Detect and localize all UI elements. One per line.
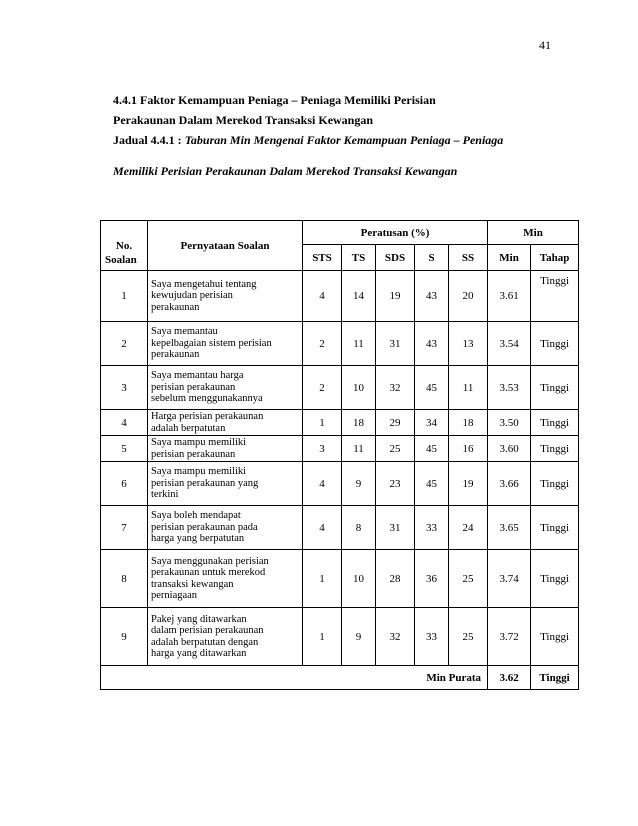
cell-min: 3.72 — [488, 608, 531, 666]
cell-ts: 11 — [342, 322, 376, 366]
caption-title-line-1: Taburan Min Mengenai Faktor Kemampuan Peniaga – Peniaga — [184, 133, 504, 147]
caption-label: Jadual 4.4.1 : — [113, 133, 182, 147]
statement-line: kewujudan perisian — [151, 290, 233, 302]
row-statement — [148, 366, 303, 410]
table-row — [101, 550, 579, 608]
row-statement — [148, 271, 303, 322]
cell-min: 3.60 — [488, 436, 531, 462]
cell-tahap: Tinggi — [531, 506, 579, 550]
cell-s: 43 — [415, 322, 449, 366]
cell-min: 3.66 — [488, 462, 531, 506]
cell-ss: 25 — [449, 550, 488, 608]
cell-ss: 25 — [449, 608, 488, 666]
header-no-label: No. — [115, 239, 133, 252]
cell-sts: 2 — [303, 322, 342, 366]
cell-s: 45 — [415, 436, 449, 462]
row-statement — [148, 410, 303, 436]
cell-s: 43 — [415, 271, 449, 322]
cell-sts: 4 — [303, 271, 342, 322]
statement-line: Saya menggunakan perisian — [151, 555, 269, 567]
cell-ts: 11 — [342, 436, 376, 462]
statement-line: harga yang ditawarkan — [151, 648, 247, 659]
cell-tahap: Tinggi — [531, 462, 579, 506]
cell-sds: 31 — [376, 506, 415, 550]
cell-min: 3.53 — [488, 366, 531, 410]
row-statement — [148, 436, 303, 462]
statement-line: Saya mengetahui tentang — [151, 278, 257, 290]
statement-line: terkini — [151, 489, 179, 501]
table-row — [101, 506, 579, 550]
cell-s: 33 — [415, 506, 449, 550]
cell-min: 3.65 — [488, 506, 531, 550]
cell-tahap: Tinggi — [531, 436, 579, 462]
row-statement — [148, 550, 303, 608]
header-min-group: Min — [488, 221, 579, 245]
cell-s: 45 — [415, 462, 449, 506]
cell-sts: 1 — [303, 410, 342, 436]
cell-s: 45 — [415, 366, 449, 410]
row-statement — [148, 462, 303, 506]
header-soalan-label: Soalan — [105, 254, 137, 266]
data-table — [100, 220, 579, 690]
table-footer-row — [101, 666, 579, 690]
cell-tahap: Tinggi — [531, 322, 579, 366]
statement-line: perisian perakaunan yang — [151, 477, 259, 489]
table-body — [101, 271, 579, 690]
statement-line: Saya mampu memiliki — [151, 466, 247, 478]
cell-ts: 9 — [342, 462, 376, 506]
footer-min-purata-label: Min Purata — [101, 666, 488, 690]
cell-ss: 11 — [449, 366, 488, 410]
footer-tahap-value: Tinggi — [531, 666, 579, 690]
cell-sts: 4 — [303, 506, 342, 550]
cell-ss: 19 — [449, 462, 488, 506]
statement-line: dalam perisian perakaunan — [151, 625, 264, 636]
cell-sds: 29 — [376, 410, 415, 436]
cell-sts: 2 — [303, 366, 342, 410]
cell-s: 33 — [415, 608, 449, 666]
statement-line: transaksi kewangan — [151, 578, 234, 590]
table-caption — [113, 131, 503, 181]
cell-sds: 28 — [376, 550, 415, 608]
header-pernyataan: Pernyataan Soalan — [148, 221, 303, 271]
cell-tahap: Tinggi — [531, 608, 579, 666]
statement-line: perakaunan — [151, 301, 200, 313]
cell-ss: 16 — [449, 436, 488, 462]
cell-sds: 32 — [376, 366, 415, 410]
cell-tahap: Tinggi — [531, 550, 579, 608]
cell-sts: 3 — [303, 436, 342, 462]
header-no — [101, 221, 148, 271]
header-min: Min — [488, 245, 531, 271]
table-row — [101, 410, 579, 436]
cell-sds: 19 — [376, 271, 415, 322]
statement-line: adalah berpatutan — [151, 422, 226, 434]
cell-sts: 1 — [303, 550, 342, 608]
row-no: 1 — [101, 271, 148, 322]
row-no: 9 — [101, 608, 148, 666]
statement-line: Saya memantau harga — [151, 370, 244, 382]
cell-tahap: Tinggi — [531, 366, 579, 410]
statement-line: kepelbagaian sistem perisian — [151, 337, 272, 349]
cell-s: 36 — [415, 550, 449, 608]
header-sts: STS — [303, 245, 342, 271]
header-tahap: Tahap — [531, 245, 579, 271]
statement-line: perniagaan — [151, 590, 198, 601]
statement-line: perakaunan untuk merekod — [151, 567, 266, 578]
row-statement — [148, 322, 303, 366]
section-heading — [113, 90, 436, 130]
cell-sds: 25 — [376, 436, 415, 462]
cell-sds: 23 — [376, 462, 415, 506]
statement-line: Saya memantau — [151, 326, 218, 338]
table-row — [101, 462, 579, 506]
section-heading-line-1: 4.4.1 Faktor Kemampuan Peniaga – Peniaga Memiliki Perisian — [113, 93, 436, 107]
table-row — [101, 436, 579, 462]
cell-ss: 13 — [449, 322, 488, 366]
header-peratusan: Peratusan (%) — [303, 221, 488, 245]
row-statement — [148, 506, 303, 550]
statement-line: perisian perakaunan — [151, 448, 236, 460]
statement-line: perakaunan — [151, 349, 200, 361]
cell-tahap: Tinggi — [531, 271, 579, 322]
section-heading-line-2: Perakaunan Dalam Merekod Transaksi Kewangan — [113, 113, 374, 127]
statement-line: harga yang berpatutan — [151, 533, 245, 545]
header-sds: SDS — [376, 245, 415, 271]
row-no: 3 — [101, 366, 148, 410]
row-statement — [148, 608, 303, 666]
cell-min: 3.54 — [488, 322, 531, 366]
cell-ss: 24 — [449, 506, 488, 550]
cell-ts: 8 — [342, 506, 376, 550]
row-no: 7 — [101, 506, 148, 550]
table-row — [101, 271, 579, 322]
header-s: S — [415, 245, 449, 271]
statement-line: adalah berpatutan dengan — [151, 636, 259, 648]
header-ss: SS — [449, 245, 488, 271]
statement-line: Saya mampu memiliki — [151, 437, 247, 448]
statement-line: Pakej yang ditawarkan — [151, 613, 247, 625]
table-header — [101, 221, 579, 271]
row-no: 6 — [101, 462, 148, 506]
statement-line: Harga perisian perakaunan — [151, 411, 264, 422]
cell-ts: 18 — [342, 410, 376, 436]
row-no: 4 — [101, 410, 148, 436]
cell-ts: 10 — [342, 366, 376, 410]
cell-min: 3.74 — [488, 550, 531, 608]
cell-sds: 31 — [376, 322, 415, 366]
cell-sts: 4 — [303, 462, 342, 506]
cell-ts: 14 — [342, 271, 376, 322]
statement-line: perisian perakaunan pada — [151, 521, 258, 533]
cell-ts: 10 — [342, 550, 376, 608]
header-ts: TS — [342, 245, 376, 271]
table-row — [101, 366, 579, 410]
cell-s: 34 — [415, 410, 449, 436]
page-number: 41 — [539, 38, 551, 52]
cell-sts: 1 — [303, 608, 342, 666]
statement-line: perisian perakaunan — [151, 381, 236, 393]
row-no: 5 — [101, 436, 148, 462]
row-no: 2 — [101, 322, 148, 366]
cell-ss: 20 — [449, 271, 488, 322]
cell-min: 3.61 — [488, 271, 531, 322]
cell-min: 3.50 — [488, 410, 531, 436]
statement-line: sebelum menggunakannya — [151, 393, 263, 405]
cell-sds: 32 — [376, 608, 415, 666]
cell-ss: 18 — [449, 410, 488, 436]
cell-tahap: Tinggi — [531, 410, 579, 436]
statement-line: Saya boleh mendapat — [151, 510, 241, 522]
row-no: 8 — [101, 550, 148, 608]
table-row — [101, 322, 579, 366]
footer-min-value: 3.62 — [488, 666, 531, 690]
table-row — [101, 608, 579, 666]
caption-title-line-2: Memiliki Perisian Perakaunan Dalam Merekod Transaksi Kewangan — [113, 164, 458, 178]
cell-ts: 9 — [342, 608, 376, 666]
